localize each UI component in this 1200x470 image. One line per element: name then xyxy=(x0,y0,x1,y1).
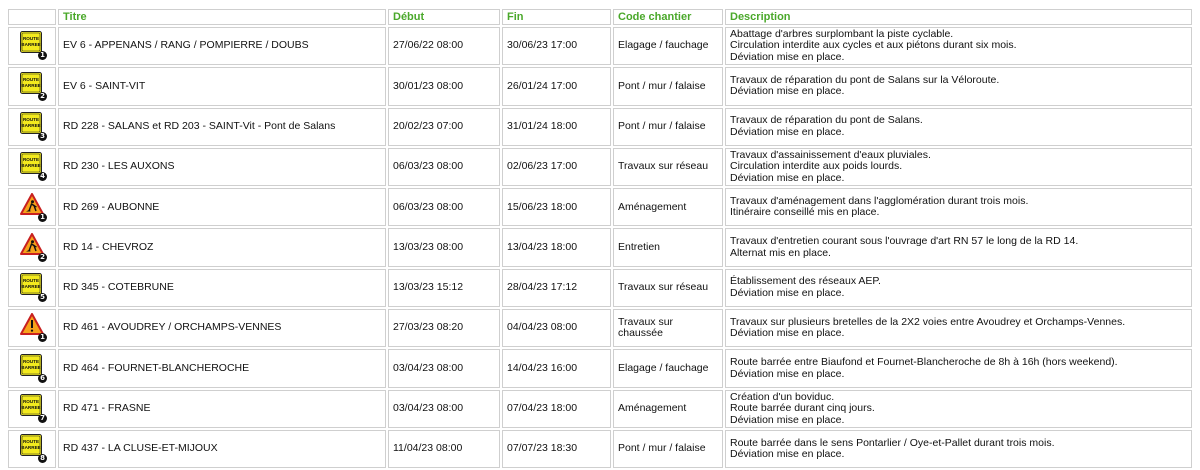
header-description[interactable]: Description xyxy=(725,9,1192,25)
route-barree-icon xyxy=(20,72,44,98)
icon-number-badge: 1 xyxy=(38,213,47,222)
row-icon-cell xyxy=(8,108,56,146)
icon-text-barree: BARREE xyxy=(21,122,41,128)
icon-number-badge: 7 xyxy=(38,414,47,423)
row-icon-cell xyxy=(8,67,56,105)
description-line: Déviation mise en place. xyxy=(730,448,845,461)
icon-number-badge: 3 xyxy=(38,132,47,141)
cell-description xyxy=(725,228,1192,266)
cell-fin: 31/01/24 18:00 xyxy=(502,108,611,146)
description-line: Alternat mis en place. xyxy=(730,246,831,259)
cell-code-chantier: Aménagement xyxy=(613,188,723,226)
cell-debut: 30/01/23 08:00 xyxy=(388,67,500,105)
description-line: Déviation mise en place. xyxy=(730,171,845,184)
icon-text-barree: BARREE xyxy=(21,284,41,290)
danger-warning-icon xyxy=(20,313,45,342)
description-line: Déviation mise en place. xyxy=(730,50,845,63)
icon-number-badge: 6 xyxy=(38,374,47,383)
header-titre[interactable]: Titre xyxy=(58,9,386,25)
cell-fin: 07/07/23 18:30 xyxy=(502,430,611,468)
icon-text-barree: BARREE xyxy=(21,364,41,370)
cell-titre: RD 464 - FOURNET-BLANCHEROCHE xyxy=(58,349,386,387)
icon-text-barree: BARREE xyxy=(21,82,41,88)
icon-text-barree: BARREE xyxy=(21,405,41,411)
icon-text-route: ROUTE xyxy=(22,399,40,405)
roadworks-warning-icon xyxy=(20,193,44,219)
description-line: Travaux d'entretien courant sous l'ouvrage d'art RN 57 le long de la RD 14. xyxy=(730,235,1079,248)
description-line: Circulation interdite aux poids lourds. xyxy=(730,160,903,173)
cell-fin: 30/06/23 17:00 xyxy=(502,27,611,65)
cell-code-chantier: Elagage / fauchage xyxy=(613,349,723,387)
row-icon-cell xyxy=(8,188,56,226)
cell-code-chantier: Travaux sur chaussée xyxy=(613,309,723,347)
icon-number-badge: 5 xyxy=(38,293,47,302)
cell-fin: 15/06/23 18:00 xyxy=(502,188,611,226)
cell-fin: 26/01/24 17:00 xyxy=(502,67,611,105)
icon-text-route: ROUTE xyxy=(22,439,40,445)
route-barree-icon xyxy=(20,152,45,181)
cell-fin: 14/04/23 16:00 xyxy=(502,349,611,387)
header-icon xyxy=(8,9,56,25)
route-barree-icon xyxy=(20,394,45,423)
description-line: Déviation mise en place. xyxy=(730,367,845,380)
row-icon-cell xyxy=(8,148,56,186)
cell-description xyxy=(725,108,1192,146)
cell-code-chantier: Aménagement xyxy=(613,390,723,428)
cell-titre: EV 6 - APPENANS / RANG / POMPIERRE / DOUBS xyxy=(58,27,386,65)
cell-description xyxy=(725,67,1192,105)
table-row xyxy=(8,188,1192,226)
table-row xyxy=(8,349,1192,387)
cell-debut: 27/06/22 08:00 xyxy=(388,27,500,65)
description-line: Déviation mise en place. xyxy=(730,327,845,340)
description-line: Route barrée durant cinq jours. xyxy=(730,402,875,415)
row-icon-cell xyxy=(8,309,56,347)
cell-titre: RD 461 - AVOUDREY / ORCHAMPS-VENNES xyxy=(58,309,386,347)
table-row xyxy=(8,309,1192,347)
route-barree-icon xyxy=(20,273,45,302)
table-row xyxy=(8,269,1192,307)
cell-description xyxy=(725,27,1192,65)
icon-number-badge: 2 xyxy=(38,253,47,262)
route-barree-icon xyxy=(20,434,45,463)
description-line: Établissement des réseaux AEP. xyxy=(730,275,881,288)
cell-code-chantier: Travaux sur réseau xyxy=(613,148,723,186)
row-icon-cell xyxy=(8,27,56,65)
description-line: Travaux d'aménagement dans l'agglomération durant trois mois. xyxy=(730,194,1029,207)
cell-fin: 04/04/23 08:00 xyxy=(502,309,611,347)
table-row xyxy=(8,390,1192,428)
table-row xyxy=(8,430,1192,468)
icon-text-barree: BARREE xyxy=(21,163,41,169)
cell-debut: 13/03/23 08:00 xyxy=(388,228,500,266)
cell-description xyxy=(725,349,1192,387)
cell-description xyxy=(725,430,1192,468)
cell-code-chantier: Entretien xyxy=(613,228,723,266)
row-icon-cell xyxy=(8,269,56,307)
route-barree-icon xyxy=(20,354,44,380)
cell-titre: RD 269 - AUBONNE xyxy=(58,188,386,226)
icon-text-route: ROUTE xyxy=(22,157,40,163)
cell-code-chantier: Pont / mur / falaise xyxy=(613,430,723,468)
table-row xyxy=(8,27,1192,65)
cell-description xyxy=(725,188,1192,226)
cell-debut: 03/04/23 08:00 xyxy=(388,349,500,387)
row-icon-cell xyxy=(8,430,56,468)
cell-fin: 13/04/23 18:00 xyxy=(502,228,611,266)
row-icon-cell xyxy=(8,390,56,428)
icon-number-badge: 2 xyxy=(38,92,47,101)
cell-description xyxy=(725,148,1192,186)
icon-text-route: ROUTE xyxy=(22,36,40,42)
cell-debut: 03/04/23 08:00 xyxy=(388,390,500,428)
icon-number-badge: 1 xyxy=(38,333,47,342)
row-icon-cell xyxy=(8,349,56,387)
cell-description xyxy=(725,390,1192,428)
cell-code-chantier: Pont / mur / falaise xyxy=(613,67,723,105)
cell-code-chantier: Elagage / fauchage xyxy=(613,27,723,65)
description-line: Création d'un boviduc. xyxy=(730,390,835,403)
icon-text-route: ROUTE xyxy=(22,358,40,364)
description-line: Route barrée entre Biaufond et Fournet-Blancheroche de 8h à 16h (hors weekend). xyxy=(730,356,1118,369)
row-icon-cell xyxy=(8,228,56,266)
description-line: Itinéraire conseillé mis en place. xyxy=(730,206,880,219)
icon-number-badge: 1 xyxy=(38,51,47,60)
description-line: Abattage d'arbres surplombant la piste cyclable. xyxy=(730,27,954,40)
description-line: Déviation mise en place. xyxy=(730,125,845,138)
cell-titre: RD 345 - COTEBRUNE xyxy=(58,269,386,307)
route-barree-icon xyxy=(20,112,44,138)
cell-code-chantier: Travaux sur réseau xyxy=(613,269,723,307)
icon-text-barree: BARREE xyxy=(21,445,41,451)
cell-debut: 13/03/23 15:12 xyxy=(388,269,500,307)
description-line: Travaux de réparation du pont de Salans sur la Véloroute. xyxy=(730,73,1000,86)
table-row xyxy=(8,148,1192,186)
icon-text-barree: BARREE xyxy=(21,42,41,48)
icon-text-route: ROUTE xyxy=(22,116,40,122)
cell-fin: 28/04/23 17:12 xyxy=(502,269,611,307)
description-line: Déviation mise en place. xyxy=(730,286,845,299)
cell-debut: 20/02/23 07:00 xyxy=(388,108,500,146)
cell-titre: EV 6 - SAINT-VIT xyxy=(58,67,386,105)
description-line: Travaux de réparation du pont de Salans. xyxy=(730,114,923,127)
cell-debut: 06/03/23 08:00 xyxy=(388,188,500,226)
cell-description xyxy=(725,309,1192,347)
description-line: Déviation mise en place. xyxy=(730,85,845,98)
roadworks-table xyxy=(6,7,1194,470)
cell-titre: RD 471 - FRASNE xyxy=(58,390,386,428)
description-line: Travaux sur plusieurs bretelles de la 2X2 voies entre Avoudrey et Orchamps-Vennes. xyxy=(730,315,1126,328)
table-row xyxy=(8,108,1192,146)
table-row xyxy=(8,67,1192,105)
description-line: Route barrée dans le sens Pontarlier / Oye-et-Pallet durant trois mois. xyxy=(730,436,1055,449)
header-debut[interactable]: Début xyxy=(388,9,500,25)
icon-number-badge: 4 xyxy=(38,172,47,181)
cell-description xyxy=(725,269,1192,307)
cell-fin: 02/06/23 17:00 xyxy=(502,148,611,186)
cell-fin: 07/04/23 18:00 xyxy=(502,390,611,428)
route-barree-icon xyxy=(20,31,45,60)
cell-debut: 11/04/23 08:00 xyxy=(388,430,500,468)
description-line: Déviation mise en place. xyxy=(730,413,845,426)
cell-titre: RD 230 - LES AUXONS xyxy=(58,148,386,186)
icon-number-badge: 8 xyxy=(38,454,47,463)
icon-text-route: ROUTE xyxy=(22,76,40,82)
header-row xyxy=(8,9,1192,25)
description-line: Travaux d'assainissement d'eaux pluviales. xyxy=(730,148,931,161)
icon-text-route: ROUTE xyxy=(22,278,40,284)
description-line: Circulation interdite aux cycles et aux piétons durant six mois. xyxy=(730,39,1017,52)
roadworks-warning-icon xyxy=(20,233,44,259)
cell-titre: RD 228 - SALANS et RD 203 - SAINT-Vit - Pont de Salans xyxy=(58,108,386,146)
header-fin[interactable]: Fin xyxy=(502,9,611,25)
cell-debut: 27/03/23 08:20 xyxy=(388,309,500,347)
cell-titre: RD 437 - LA CLUSE-ET-MIJOUX xyxy=(58,430,386,468)
cell-code-chantier: Pont / mur / falaise xyxy=(613,108,723,146)
header-code-chantier[interactable]: Code chantier xyxy=(613,9,723,25)
table-row xyxy=(8,228,1192,266)
cell-titre: RD 14 - CHEVROZ xyxy=(58,228,386,266)
cell-debut: 06/03/23 08:00 xyxy=(388,148,500,186)
